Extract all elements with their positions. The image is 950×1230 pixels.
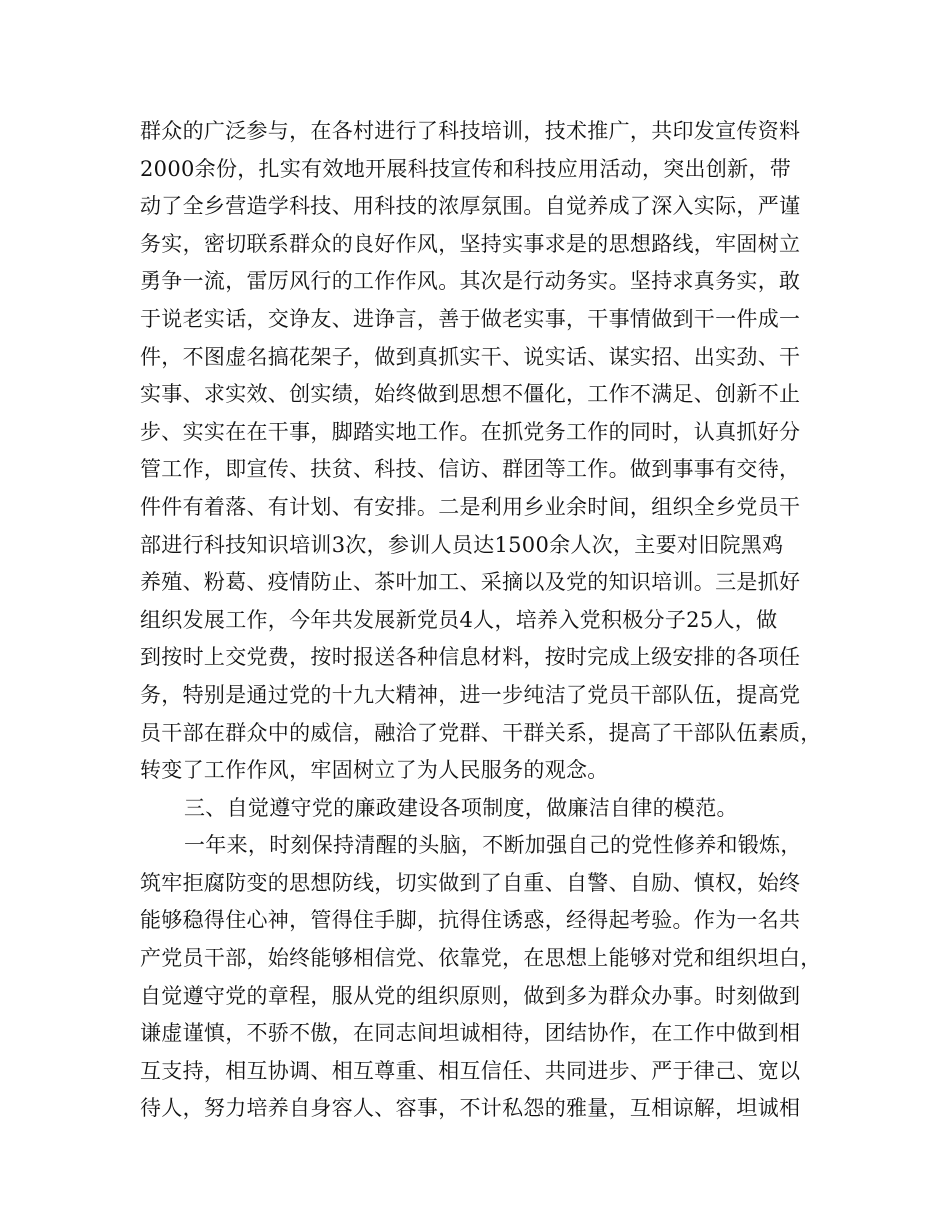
text-line: 件，不图虚名搞花架子，做到真抓实干、说实话、谋实招、出实劲、干	[140, 344, 801, 369]
text-line: 到按时上交党费，按时报送各种信息材料，按时完成上级安排的各项任	[140, 645, 801, 670]
text-line: 件件有着落、有计划、有安排。二是利用乡业余时间，组织全乡党员干	[140, 494, 801, 519]
text-line: 能够稳得住心神，管得住手脚，抗得住诱惑，经得起考验。作为一名共	[140, 908, 801, 933]
text-line: 部进行科技知识培训3次，参训人员达1500余人次，主要对旧院黑鸡	[140, 532, 784, 557]
text-line: 实事、求实效、创实绩，始终做到思想不僵化，工作不满足、创新不止	[140, 382, 801, 407]
text-line: 转变了工作作风，牢固树立了为人民服务的观念。	[140, 758, 609, 783]
text-line: 互支持，相互协调、相互尊重、相互信任、共同进步、严于律己、宽以	[140, 1058, 801, 1083]
text-line: 群众的广泛参与，在各村进行了科技培训，技术推广，共印发宣传资料	[140, 119, 801, 143]
text-line: 管工作，即宣传、扶贫、科技、信访、群团等工作。做到事事有交待，	[140, 457, 801, 482]
text-line: 产党员干部，始终能够相信党、依靠党，在思想上能够对党和组织坦白，	[140, 946, 822, 971]
text-line: 步、实实在在干事，脚踏实地工作。在抓党务工作的同时，认真抓好分	[140, 419, 801, 444]
text-line: 自觉遵守党的章程，服从党的组织原则，做到多为群众办事。时刻做到	[140, 983, 801, 1008]
document-body	[140, 113, 830, 1128]
text-line: 务实，密切联系群众的良好作风，坚持实事求是的思想路线，牢固树立	[140, 231, 801, 256]
text-line: 动了全乡营造学科技、用科技的浓厚氛围。自觉养成了深入实际，严谨	[140, 194, 801, 219]
text-line: 三、自觉遵守党的廉政建设各项制度，做廉洁自律的模范。	[184, 795, 738, 820]
text-line: 务，特别是通过党的十九大精神，进一步纯洁了党员干部队伍，提高党	[140, 682, 801, 707]
text-line: 勇争一流，雷厉风行的工作作风。其次是行动务实。坚持求真务实，敢	[140, 269, 801, 294]
text-line: 员干部在群众中的威信，融洽了党群、干群关系，提高了干部队伍素质，	[140, 720, 822, 745]
text-line: 2000余份，扎实有效地开展科技宣传和科技应用活动，突出创新，带	[140, 156, 792, 181]
text-line: 组织发展工作，今年共发展新党员4人，培养入党积极分子25人，做	[140, 607, 778, 632]
text-line: 谦虚谨慎，不骄不傲，在同志间坦诚相待，团结协作，在工作中做到相	[140, 1021, 801, 1046]
text-line: 一年来，时刻保持清醒的头脑，不断加强自己的党性修养和锻炼，	[184, 833, 802, 858]
text-line: 待人，努力培养自身容人、容事，不计私怨的雅量，互相谅解，坦诚相	[140, 1096, 801, 1121]
text-line: 于说老实话，交诤友、进诤言，善于做老实事，干事情做到干一件成一	[140, 306, 801, 331]
text-line: 筑牢拒腐防变的思想防线，切实做到了自重、自警、自励、慎权，始终	[140, 870, 801, 895]
text-line: 养殖、粉葛、疫情防止、茶叶加工、采摘以及党的知识培训。三是抓好	[140, 570, 801, 595]
